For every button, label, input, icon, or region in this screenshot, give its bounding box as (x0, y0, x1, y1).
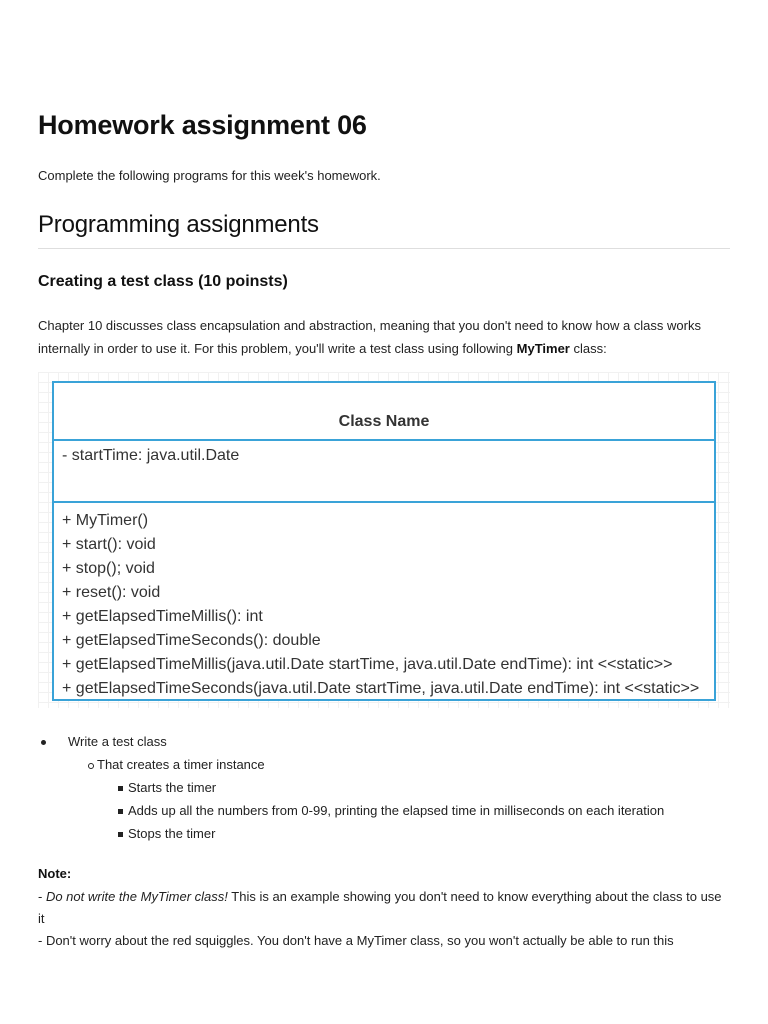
uml-method: + start(): void (62, 536, 156, 553)
uml-method: + MyTimer() (62, 512, 149, 529)
list-item (38, 757, 265, 772)
bullet-square-icon (118, 786, 123, 791)
uml-attribute: - startTime: java.util.Date (62, 447, 240, 464)
list-item (38, 734, 167, 749)
uml-attributes (54, 441, 714, 503)
bullet-square-icon (118, 809, 123, 814)
uml-method: + getElapsedTimeSeconds(java.util.Date startTime, java.util.Date endTime): int <<static>> (62, 680, 700, 697)
note-emphasis: Do not write the MyTimer class! (45, 889, 228, 904)
list-item-text: Write a test class (68, 734, 167, 749)
uml-method: + getElapsedTimeMillis(): int (62, 608, 263, 625)
uml-method: + stop(); void (62, 560, 155, 577)
uml-method: + getElapsedTimeMillis(java.util.Date startTime, java.util.Date endTime): int <<static>> (62, 656, 673, 673)
list-item-text: Starts the timer (128, 780, 217, 795)
page-title: Homework assignment 06 (38, 110, 367, 140)
bullet-square-icon (118, 832, 123, 837)
uml-method: + getElapsedTimeSeconds(): double (62, 632, 321, 649)
subsection-heading: Creating a test class (10 poinsts) (38, 273, 288, 290)
note-text (38, 886, 730, 952)
list-item-text: Adds up all the numbers from 0-99, printing the elapsed time in milliseconds on each iteration (128, 803, 665, 818)
bullet-dot-icon (41, 740, 46, 745)
uml-figure (38, 372, 730, 708)
bullet-ring-icon (88, 763, 94, 769)
section-heading: Programming assignments (38, 211, 319, 238)
section-divider (38, 248, 730, 249)
uml-method: + reset(): void (62, 584, 161, 601)
class-name-emphasis: MyTimer (516, 341, 570, 356)
list-item-text: That creates a timer instance (97, 757, 265, 772)
note-line1: This is an example showing you don't need to know everything about the class to use it (38, 889, 722, 926)
paragraph-text-before: Chapter 10 discusses class encapsulation and abstraction, meaning that you don't need to know how a class works internally in order to use it. For this problem, you'll write a test class using following (38, 318, 701, 356)
uml-class-diagram (52, 381, 716, 701)
list-item (38, 780, 216, 795)
uml-class-name: Class Name (54, 383, 714, 441)
paragraph-text-after: class: (569, 341, 607, 356)
list-item-text: Stops the timer (128, 826, 216, 841)
list-item (38, 826, 215, 841)
list-item (38, 803, 664, 818)
description-paragraph (38, 314, 730, 360)
note-line2: - Don't worry about the red squiggles. You don't have a MyTimer class, so you won't actually be able to run this (38, 933, 674, 948)
note-prefix: - (38, 889, 46, 904)
intro-text: Complete the following programs for this week's homework. (38, 168, 381, 183)
note-heading: Note: (38, 866, 72, 881)
uml-methods (54, 503, 714, 701)
